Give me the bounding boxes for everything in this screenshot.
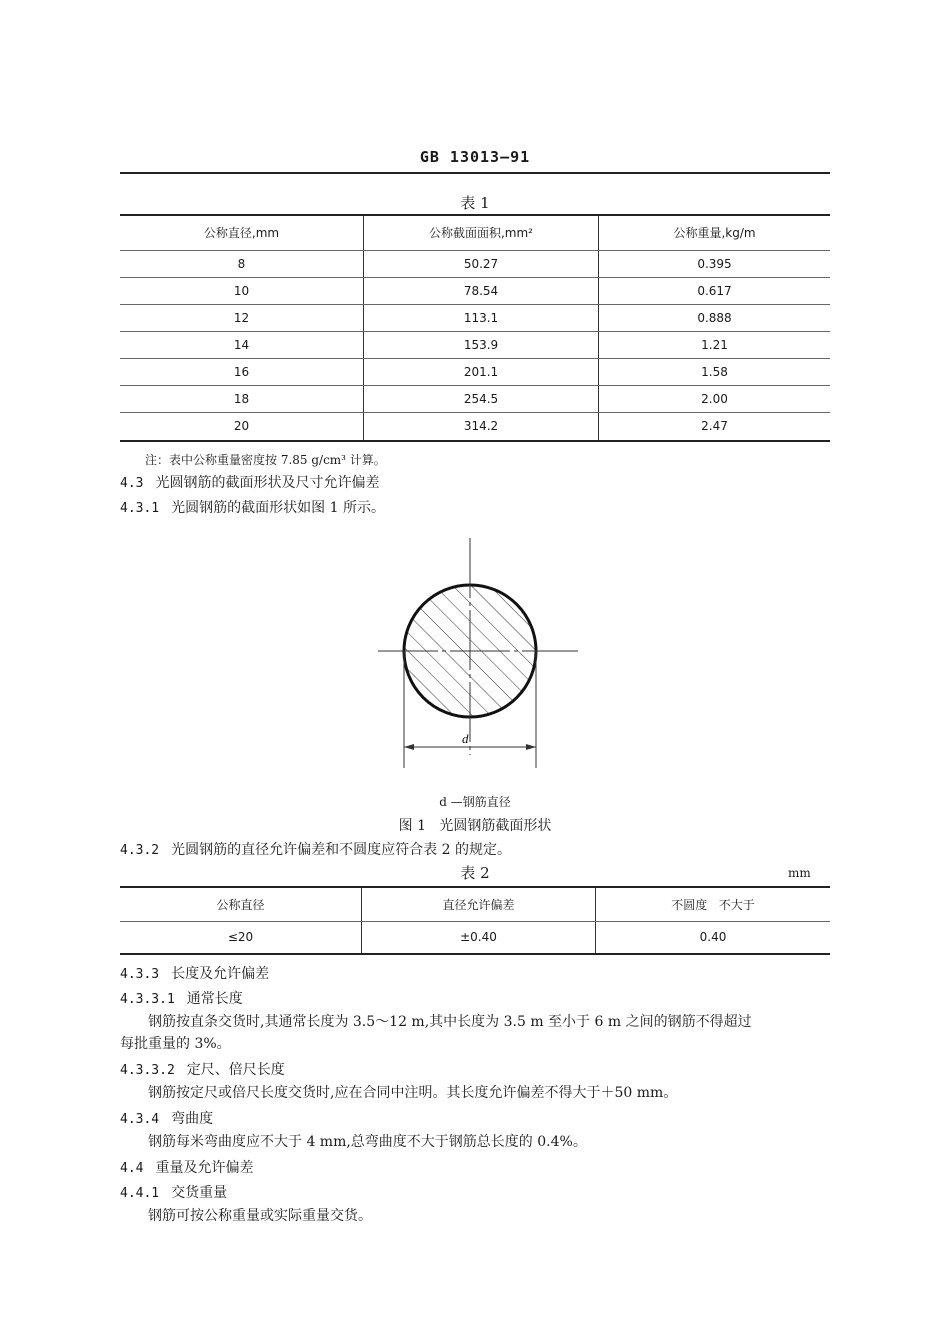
table-cell: 0.617: [599, 277, 831, 304]
section-4-3-3-1: [120, 988, 243, 1008]
table-cell: 18: [120, 385, 364, 412]
section-title: 交货重量: [171, 1185, 228, 1201]
section-number: 4.4: [120, 1161, 144, 1176]
table2-caption: 表 2: [460, 864, 490, 882]
table-row: [120, 921, 830, 953]
section-title: 通常长度: [186, 991, 243, 1007]
table2-header-cell: 不圆度 不大于: [596, 888, 831, 921]
table1-header-cell: 公称截面面积,mm²: [364, 216, 599, 250]
table2-unit: mm: [788, 866, 811, 880]
section-4-3-4-body: 钢筋每米弯曲度应不大于 4 mm,总弯曲度不大于钢筋总长度的 0.4%。: [148, 1134, 587, 1150]
table-cell: 314.2: [364, 412, 599, 440]
table2-bottom-rule: [120, 953, 830, 955]
section-number: 4.4.1: [120, 1186, 160, 1201]
section-text: 光圆钢筋的截面形状如图 1 所示。: [171, 500, 385, 516]
table-cell: 20: [120, 412, 364, 440]
table2: [120, 888, 830, 953]
table2-header-cell: 直径允许偏差: [362, 888, 596, 921]
table-cell: 1.58: [599, 358, 831, 385]
table-cell: ±0.40: [362, 921, 596, 953]
section-4-3: [120, 472, 379, 492]
section-4-4-1-body: 钢筋可按公称重量或实际重量交货。: [148, 1208, 372, 1224]
section-number: 4.3.3: [120, 967, 160, 982]
arrow-left: [404, 744, 414, 750]
section-4-4: [120, 1157, 253, 1177]
figure1-cross-section: [360, 530, 600, 775]
section-number: 4.3.3.1: [120, 992, 175, 1007]
section-title: 弯曲度: [171, 1111, 214, 1127]
section-title: 长度及允许偏差: [171, 966, 270, 982]
table2-header-cell: 公称直径: [120, 888, 362, 921]
section-4-3-2: [120, 839, 511, 859]
table-cell: 2.47: [701, 419, 728, 434]
section-number: 4.3.1: [120, 501, 160, 516]
table-cell: 0.395: [599, 250, 831, 277]
dimension-label: d: [462, 731, 469, 746]
section-number: 4.3.2: [120, 843, 160, 858]
table-row: [120, 277, 830, 304]
arrow-right: [526, 744, 536, 750]
figure1-caption: 图 1 光圆钢筋截面形状: [398, 818, 552, 834]
body-line: 每批重量的 3%。: [120, 1036, 231, 1052]
table1: [120, 216, 830, 440]
table-cell: 2.00: [599, 385, 831, 412]
table-row: [120, 304, 830, 331]
table-cell: 12: [120, 304, 364, 331]
document-code: GB 13013—91: [419, 148, 531, 166]
section-4-3-3-2: [120, 1059, 285, 1079]
table-cell: ≤20: [120, 921, 362, 953]
table-cell: 78.54: [364, 277, 599, 304]
table-row: [120, 358, 830, 385]
figure1-legend: d —钢筋直径: [439, 795, 511, 809]
table-cell: 113.1: [364, 304, 599, 331]
table1-header-cell: 公称直径,mm: [120, 216, 364, 250]
section-number: 4.3: [120, 476, 144, 491]
section-title: 重量及允许偏差: [155, 1160, 254, 1176]
table-cell: 0.40: [699, 930, 727, 945]
table1-caption: 表 1: [460, 194, 490, 212]
table1-bottom-rule: [120, 440, 830, 442]
section-title: 定尺、倍尺长度: [186, 1062, 285, 1078]
table-cell: 1.21: [599, 331, 831, 358]
header-rule: [120, 172, 830, 174]
table-cell: 0.888: [599, 304, 831, 331]
table-cell: 254.5: [364, 385, 599, 412]
body-line: 钢筋按直条交货时,其通常长度为 3.5～12 m,其中长度为 3.5 m 至小于 6 m 之间的钢筋不得超过: [148, 1014, 752, 1030]
table-cell: 8: [120, 250, 364, 277]
table-cell: 201.1: [364, 358, 599, 385]
section-4-4-1: [120, 1182, 227, 1202]
table-row: [120, 412, 830, 440]
section-number: 4.3.4: [120, 1112, 160, 1127]
section-4-3-1: [120, 497, 385, 517]
table-cell: 14: [120, 331, 364, 358]
hatch-fill: [400, 580, 550, 730]
table-cell: 50.27: [364, 250, 599, 277]
table-row: [120, 385, 830, 412]
section-number: 4.3.3.2: [120, 1063, 175, 1078]
section-title: 光圆钢筋的截面形状及尺寸允许偏差: [155, 475, 380, 491]
section-4-3-3: [120, 963, 269, 983]
table-cell: 10: [120, 277, 364, 304]
table-cell: 16: [120, 358, 364, 385]
section-text: 光圆钢筋的直径允许偏差和不圆度应符合表 2 的规定。: [171, 842, 511, 858]
section-4-3-3-1-body: [120, 1011, 830, 1055]
section-4-3-3-2-body: 钢筋按定尺或倍尺长度交货时,应在合同中注明。其长度允许偏差不得大于＋50 mm。: [148, 1085, 678, 1101]
table-cell: 153.9: [364, 331, 599, 358]
table1-header-cell: 公称重量,kg/m: [599, 216, 831, 250]
table1-note: 注：表中公称重量密度按 7.85 g/cm³ 计算。: [145, 453, 386, 467]
table-row: [120, 331, 830, 358]
section-4-3-4: [120, 1108, 213, 1128]
table-row: [120, 250, 830, 277]
